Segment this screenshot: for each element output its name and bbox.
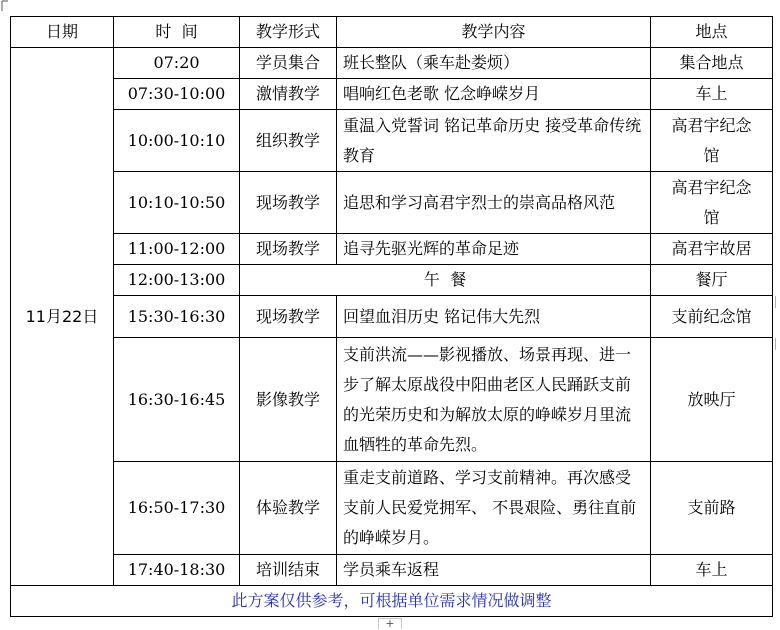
content-cell: 支前洪流——影视播放、场景再现、进一步了解太原战役中阳曲老区人民踊跃支前的光荣历史和为解放太原的峥嵘岁月里流血牺牲的革命先烈。	[337, 338, 651, 462]
header-time: 时 间	[114, 17, 240, 48]
time-cell: 17:40-18:30	[114, 555, 240, 586]
row-resize-marker[interactable]	[775, 296, 780, 308]
table-move-handle-icon[interactable]	[1, 0, 11, 12]
form-cell: 学员集合	[240, 48, 337, 79]
content-cell: 重温入党誓词 铭记革命历史 接受革命传统教育	[337, 110, 651, 172]
header-date: 日期	[11, 17, 114, 48]
content-cell: 回望血泪历史 铭记伟大先烈	[337, 296, 651, 338]
table-row	[11, 338, 773, 462]
table-row	[11, 172, 773, 234]
header-form: 教学形式	[240, 17, 337, 48]
adjustment-note: 此方案仅供参考，可根据单位需求情况做调整	[11, 586, 773, 617]
time-cell: 10:10-10:50	[114, 172, 240, 234]
place-cell: 放映厅	[651, 338, 773, 462]
header-row	[11, 17, 773, 48]
place-cell: 高君宇故居	[651, 234, 773, 265]
time-cell: 07:20	[114, 48, 240, 79]
content-cell: 学员乘车返程	[337, 555, 651, 586]
time-cell: 16:50-17:30	[114, 462, 240, 555]
table-row	[11, 110, 773, 172]
table-row	[11, 234, 773, 265]
time-cell: 12:00-13:00	[114, 265, 240, 296]
schedule-table	[10, 16, 773, 617]
place-cell: 集合地点	[651, 48, 773, 79]
table-row	[11, 296, 773, 338]
table-row	[11, 265, 773, 296]
content-cell: 追寻先驱光辉的革命足迹	[337, 234, 651, 265]
form-cell: 激情教学	[240, 79, 337, 110]
merged-cell: 午 餐	[240, 265, 651, 296]
place-cell: 餐厅	[651, 265, 773, 296]
form-cell: 现场教学	[240, 234, 337, 265]
table-row	[11, 462, 773, 555]
table-row	[11, 555, 773, 586]
form-cell: 体验教学	[240, 462, 337, 555]
place-cell: 高君宇纪念馆	[651, 110, 773, 172]
place-cell: 车上	[651, 79, 773, 110]
content-cell: 班长整队（乘车赴娄烦）	[337, 48, 651, 79]
form-cell: 培训结束	[240, 555, 337, 586]
content-cell: 追思和学习高君宇烈士的崇高品格风范	[337, 172, 651, 234]
time-cell: 10:00-10:10	[114, 110, 240, 172]
time-cell: 11:00-12:00	[114, 234, 240, 265]
add-row-button[interactable]: +	[378, 618, 402, 629]
table-row	[11, 79, 773, 110]
row-resize-marker[interactable]	[775, 338, 780, 350]
place-cell: 支前路	[651, 462, 773, 555]
time-cell: 07:30-10:00	[114, 79, 240, 110]
content-cell: 重走支前道路、学习支前精神。再次感受支前人民爱党拥军、 不畏艰险、勇往直前的峥嵘岁月。	[337, 462, 651, 555]
table-row	[11, 48, 773, 79]
place-cell: 支前纪念馆	[651, 296, 773, 338]
note-row	[11, 586, 773, 617]
form-cell: 现场教学	[240, 172, 337, 234]
date-cell: 11月22日	[11, 48, 114, 586]
place-cell: 高君宇纪念馆	[651, 172, 773, 234]
time-cell: 16:30-16:45	[114, 338, 240, 462]
header-place: 地点	[651, 17, 773, 48]
header-content: 教学内容	[337, 17, 651, 48]
time-cell: 15:30-16:30	[114, 296, 240, 338]
form-cell: 现场教学	[240, 296, 337, 338]
place-cell: 车上	[651, 555, 773, 586]
form-cell: 影像教学	[240, 338, 337, 462]
form-cell: 组织教学	[240, 110, 337, 172]
content-cell: 唱响红色老歌 忆念峥嵘岁月	[337, 79, 651, 110]
